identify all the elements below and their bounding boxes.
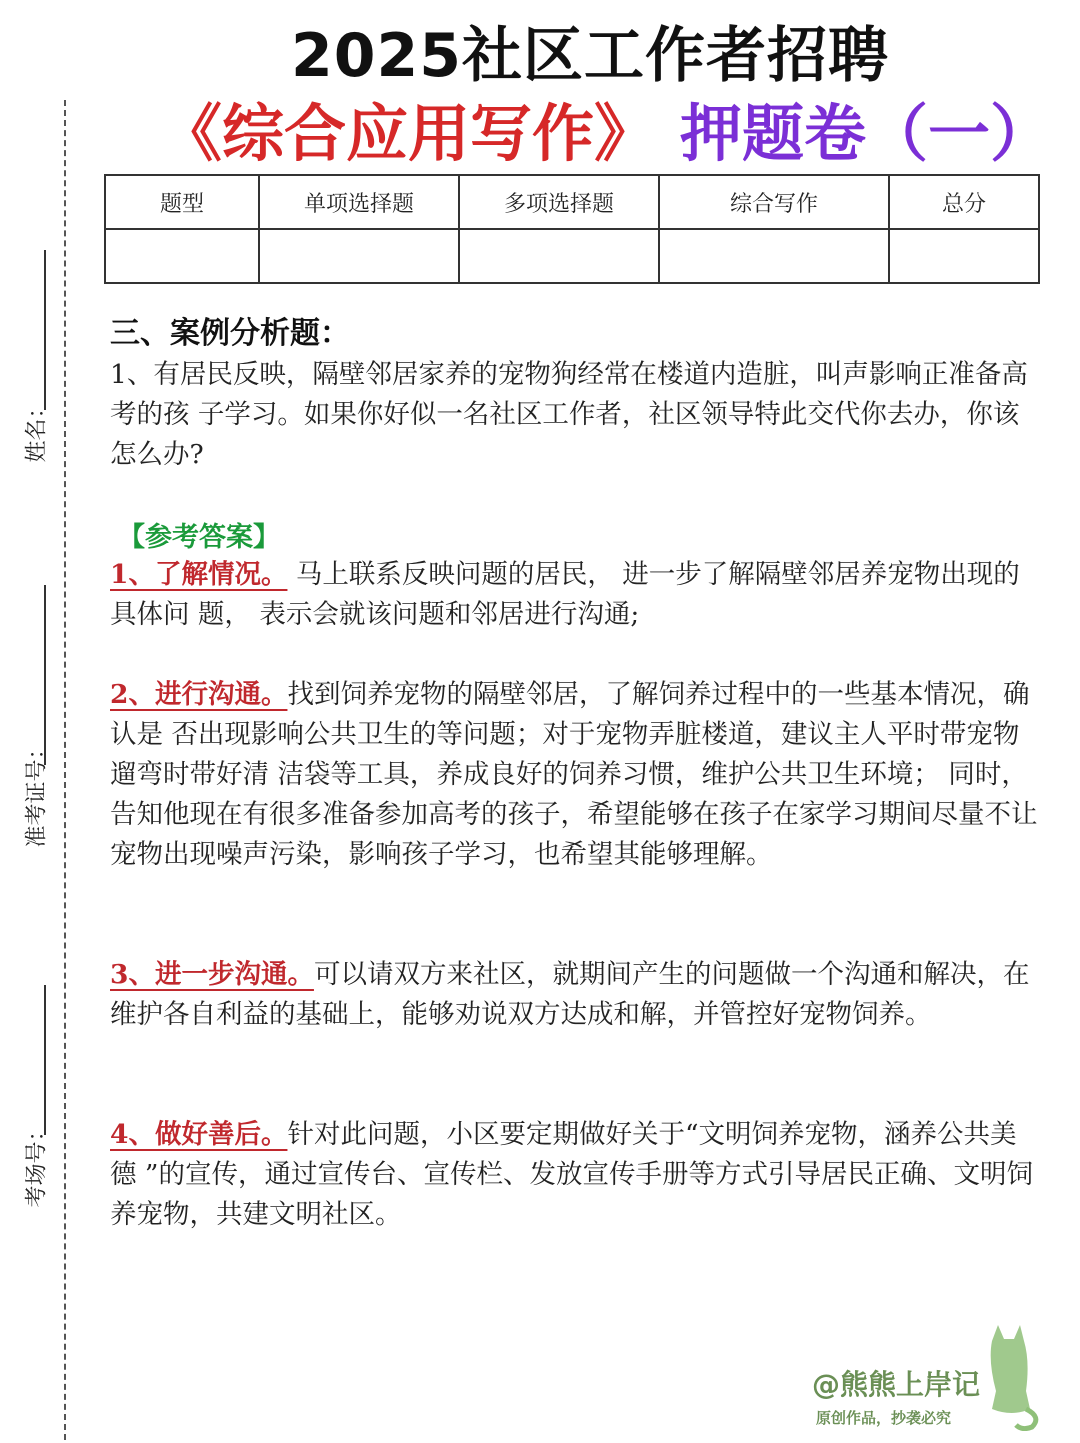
name-blank[interactable] [44,250,46,410]
score-value-cell[interactable] [459,229,659,283]
score-value-cell[interactable] [889,229,1039,283]
answer-item-3 [110,955,1040,1035]
cat-icon [972,1321,1042,1431]
answer-body: 马上联系反映问题的居民， 进一步了解隔壁邻居养宠物出现的具体问 题， 表示会就该问题和邻居进行沟通; [110,559,1020,630]
answer-heading: 1、了解情况。 [110,559,288,590]
exam-id-label: 准考证号： [24,737,50,848]
name-field [0,250,64,490]
answer-item-4 [110,1115,1040,1235]
answer-body: 针对此问题，小区要定期做好关于“文明饲养宠物，涵养公共美德 ”的宣传，通过宣传台、宣传栏、发放宣传手册等方式引导居民正确、文明饲养宠物，共建文明社区。 [110,1119,1033,1230]
watermark [812,1355,1042,1435]
score-header-cell: 多项选择题 [459,175,659,229]
exam-room-blank[interactable] [44,985,46,1135]
answer-item-1 [110,555,1040,635]
subtitle-book-name: 《综合应用写作》 [160,97,657,170]
exam-id-field [0,585,64,885]
page-title: 2025社区工作者招聘 [291,21,889,91]
score-header-cell: 题型 [105,175,259,229]
binding-dashed-line [64,100,66,1440]
name-label: 姓名： [24,396,50,463]
answer-body: 可以请双方来社区，就期间产生的问题做一个沟通和解决，在维护各自利益的基础上，能够劝说双方达成和解，并管控好宠物饲养。 [110,959,1030,1030]
exam-room-field [0,985,64,1235]
score-table-value-row [105,229,1039,283]
score-value-cell[interactable] [259,229,459,283]
question-text: 1、有居民反映，隔壁邻居家养的宠物狗经常在楼道内造脏，叫声影响正准备高考的孩 子学习。如果你好似一名社区工作者，社区领导特此交代你去办，你该怎么办? [110,359,1028,470]
answer-body: 找到饲养宠物的隔壁邻居，了解饲养过程中的一些基本情况，确认是 否出现影响公共卫生的等问题；对于宠物弄脏楼道，建议主人平时带宠物遛弯时带好清 洁袋等工具，养成良好的饲养习惯，维护公共卫生环境； 同时，告知他现在有很多准备参加高考的孩子，希望能够在孩子在家学习期间尽量不让宠物出现噪声污染，影响孩子学习，也希望其能够理解。 [110,679,1038,870]
score-header-cell: 综合写作 [659,175,889,229]
answer-heading: 4、做好善后。 [110,1119,288,1150]
score-table-header-row [105,175,1039,229]
answer-item-2 [110,675,1040,875]
score-value-cell[interactable] [659,229,889,283]
score-header-cell: 总分 [889,175,1039,229]
answer-heading: 3、进一步沟通。 [110,959,314,990]
score-value-cell[interactable] [105,229,259,283]
exam-room-label: 考场号： [24,1119,50,1208]
answer-tag: 【参考答案】 [118,522,280,553]
page-subtitle [160,84,1052,173]
score-table [104,174,1040,284]
subtitle-paper-name: 押题卷（一） [680,97,1053,170]
watermark-handle: @熊熊上岸记 [812,1368,981,1401]
score-header-cell: 单项选择题 [259,175,459,229]
watermark-note: 原创作品，抄袭必究 [816,1409,952,1427]
answer-heading: 2、进行沟通。 [110,679,288,710]
section-title: 三、案例分析题： [110,316,350,351]
